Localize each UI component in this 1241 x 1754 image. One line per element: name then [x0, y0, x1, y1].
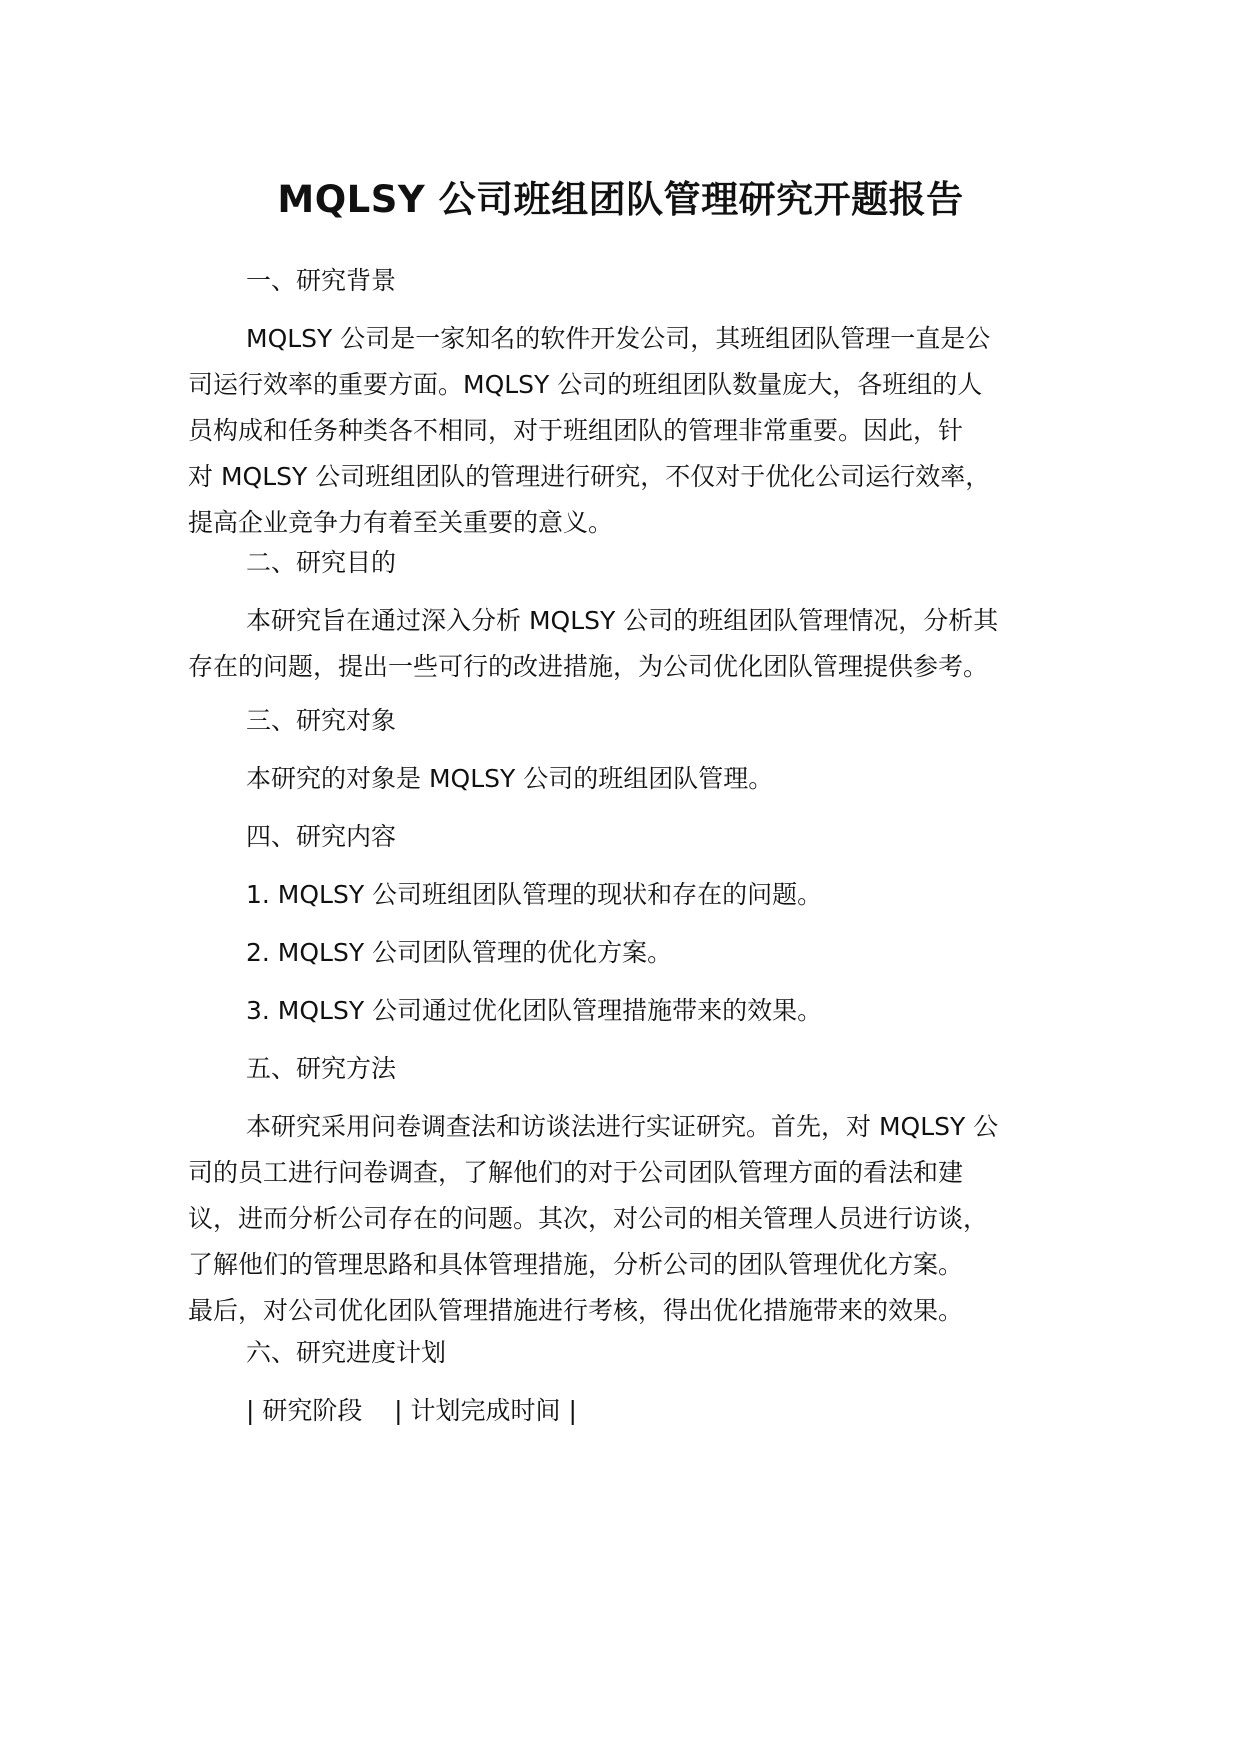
section-heading-object: 三、研究对象: [246, 706, 397, 735]
section-heading-purpose: 二、研究目的: [246, 548, 397, 577]
paragraph-line: 了解他们的管理思路和具体管理措施，分析公司的团队管理优化方案。: [188, 1250, 964, 1279]
paragraph-line: 司的员工进行问卷调查，了解他们的对于公司团队管理方面的看法和建: [188, 1158, 964, 1187]
list-item: 1. MQLSY 公司班组团队管理的现状和存在的问题。: [246, 880, 823, 909]
paragraph-line: 最后，对公司优化团队管理措施进行考核，得出优化措施带来的效果。: [188, 1296, 964, 1325]
paragraph-line: MQLSY 公司是一家知名的软件开发公司，其班组团队管理一直是公: [246, 324, 991, 353]
paragraph-purpose: [188, 598, 1078, 690]
paragraph-line: 对 MQLSY 公司班组团队的管理进行研究，不仅对于优化公司运行效率，: [188, 462, 991, 491]
document-title: MQLSY 公司班组团队管理研究开题报告: [277, 178, 964, 221]
paragraph-line: 员构成和任务种类各不相同，对于班组团队的管理非常重要。因此，针: [188, 416, 964, 445]
paragraph-line: 本研究旨在通过深入分析 MQLSY 公司的班组团队管理情况，分析其: [246, 606, 999, 635]
section-heading-background: 一、研究背景: [246, 266, 397, 295]
paragraph-line: 提高企业竞争力有着至关重要的意义。: [188, 508, 614, 537]
paragraph-object: [188, 756, 1078, 802]
section-heading-method: 五、研究方法: [246, 1054, 397, 1083]
section-heading-content: 四、研究内容: [246, 822, 397, 851]
paragraph-line: 议，进而分析公司存在的问题。其次，对公司的相关管理人员进行访谈，: [188, 1204, 989, 1233]
paragraph-line: 司运行效率的重要方面。MQLSY 公司的班组团队数量庞大，各班组的人: [188, 370, 983, 399]
list-item: 3. MQLSY 公司通过优化团队管理措施带来的效果。: [246, 996, 823, 1025]
schedule-table-header: | 研究阶段 | 计划完成时间 |: [246, 1396, 577, 1425]
section-heading-schedule: 六、研究进度计划: [246, 1338, 447, 1367]
paragraph-background: [188, 316, 1078, 546]
paragraph-line: 本研究的对象是 MQLSY 公司的班组团队管理。: [246, 764, 774, 793]
paragraph-method: [188, 1104, 1078, 1334]
list-item: 2. MQLSY 公司团队管理的优化方案。: [246, 938, 673, 967]
paragraph-line: 本研究采用问卷调查法和访谈法进行实证研究。首先，对 MQLSY 公: [246, 1112, 999, 1141]
paragraph-line: 存在的问题，提出一些可行的改进措施，为公司优化团队管理提供参考。: [188, 652, 989, 681]
